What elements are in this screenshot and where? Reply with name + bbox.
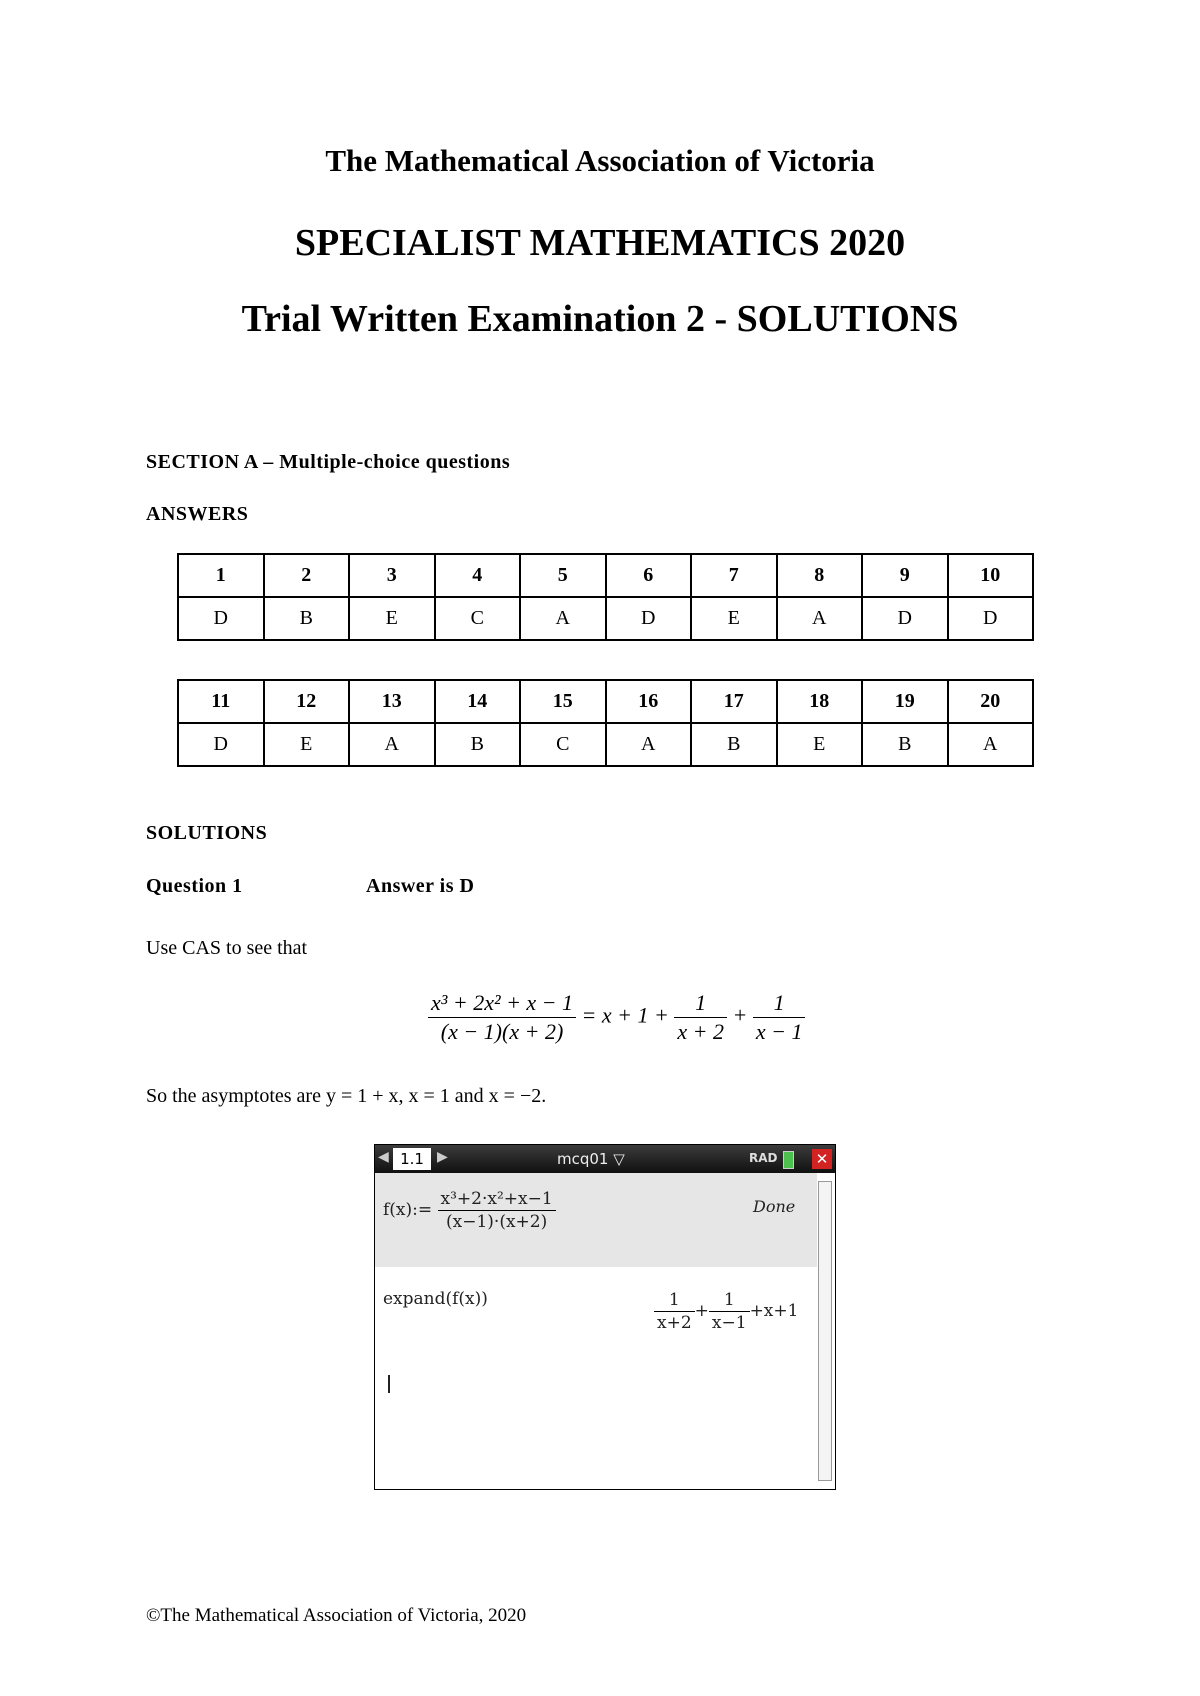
question-number: 1 xyxy=(178,554,264,597)
answer-cell: E xyxy=(264,723,350,766)
question-number: 18 xyxy=(777,680,863,723)
text-cursor[interactable] xyxy=(388,1375,390,1393)
lhs-denominator: (x − 1)(x + 2) xyxy=(440,1019,564,1044)
lhs-numerator: x³ + 2x² + x − 1 xyxy=(428,990,576,1018)
scrollbar[interactable] xyxy=(818,1181,832,1481)
function-name: f(x):= xyxy=(383,1200,433,1220)
copyright-footer: ©The Mathematical Association of Victoria, 2020 xyxy=(146,1605,527,1626)
answer-cell: B xyxy=(264,597,350,640)
question-number: 17 xyxy=(691,680,777,723)
question-number: 13 xyxy=(349,680,435,723)
answers-table-1 xyxy=(177,553,1034,641)
battery-icon xyxy=(783,1151,794,1169)
result-tail: +x+1 xyxy=(749,1301,799,1321)
subject-title: SPECIALIST MATHEMATICS 2020 xyxy=(294,222,906,264)
answer-row xyxy=(178,723,1033,766)
cas-calculator-screenshot xyxy=(374,1144,836,1490)
result-numerator-1: 1 xyxy=(654,1290,695,1312)
answer-cell: A xyxy=(349,723,435,766)
answer-cell: E xyxy=(691,597,777,640)
expand-command[interactable]: expand(f(x)) xyxy=(383,1289,488,1309)
question-1-label: Question 1 xyxy=(146,875,243,897)
answer-cell: B xyxy=(691,723,777,766)
question-number-row xyxy=(178,680,1033,723)
answer-cell: B xyxy=(435,723,521,766)
result-denominator-1: x+2 xyxy=(657,1313,692,1333)
page-tab[interactable]: 1.1 xyxy=(393,1148,431,1170)
fraction-1-denominator: x + 2 xyxy=(677,1019,724,1044)
question-1-intro: Use CAS to see that xyxy=(146,937,308,959)
question-number: 6 xyxy=(606,554,692,597)
solutions-heading: SOLUTIONS xyxy=(146,822,268,844)
organisation-title: The Mathematical Association of Victoria xyxy=(325,143,875,178)
answer-cell: A xyxy=(606,723,692,766)
document-name-label: mcq01 xyxy=(557,1150,609,1168)
answers-heading: ANSWERS xyxy=(146,503,249,525)
function-definition xyxy=(383,1189,556,1232)
fraction-1-numerator: 1 xyxy=(674,990,727,1018)
answer-cell: B xyxy=(862,723,948,766)
result-fraction-2 xyxy=(709,1290,750,1333)
question-number: 20 xyxy=(948,680,1034,723)
fraction-1 xyxy=(674,990,727,1045)
chevron-left-icon[interactable]: ◀ xyxy=(378,1149,389,1165)
question-number: 5 xyxy=(520,554,606,597)
answer-cell: C xyxy=(520,723,606,766)
result-plus: + xyxy=(694,1301,709,1321)
answer-cell: D xyxy=(178,723,264,766)
answer-cell: D xyxy=(178,597,264,640)
answer-row xyxy=(178,597,1033,640)
question-number: 19 xyxy=(862,680,948,723)
question-number: 10 xyxy=(948,554,1034,597)
answer-cell: A xyxy=(777,597,863,640)
question-number: 7 xyxy=(691,554,777,597)
answer-cell: A xyxy=(948,723,1034,766)
answer-cell: D xyxy=(862,597,948,640)
answer-cell: A xyxy=(520,597,606,640)
question-number: 16 xyxy=(606,680,692,723)
result-numerator-2: 1 xyxy=(709,1290,750,1312)
answer-cell: E xyxy=(777,723,863,766)
result-denominator-2: x−1 xyxy=(711,1313,747,1333)
function-fraction xyxy=(438,1189,556,1232)
equals-term: = x + 1 + xyxy=(581,1002,669,1028)
asymptotes-statement: So the asymptotes are y = 1 + x, x = 1 and x = −2. xyxy=(146,1085,547,1107)
question-number-row xyxy=(178,554,1033,597)
section-a-heading: SECTION A – Multiple-choice questions xyxy=(146,451,511,473)
expand-result xyxy=(654,1290,798,1333)
question-number: 8 xyxy=(777,554,863,597)
calculator-title-bar xyxy=(375,1145,835,1173)
chevron-down-icon: ▽ xyxy=(613,1150,625,1168)
partial-fraction-equation xyxy=(428,990,805,1045)
document-name[interactable] xyxy=(557,1150,625,1168)
plus-sign: + xyxy=(732,1002,748,1028)
result-fraction-1 xyxy=(654,1290,695,1333)
entry-1-result: Done xyxy=(753,1197,796,1216)
angle-mode: RAD xyxy=(749,1151,778,1165)
answer-cell: D xyxy=(948,597,1034,640)
answer-cell: D xyxy=(606,597,692,640)
exam-title: Trial Written Examination 2 - SOLUTIONS xyxy=(241,298,959,340)
question-1-answer: Answer is D xyxy=(366,875,475,897)
question-number: 9 xyxy=(862,554,948,597)
function-denominator: (x−1)·(x+2) xyxy=(446,1212,548,1232)
answer-cell: E xyxy=(349,597,435,640)
close-icon[interactable]: ✕ xyxy=(812,1149,832,1169)
fraction-2-numerator: 1 xyxy=(753,990,806,1018)
question-number: 15 xyxy=(520,680,606,723)
lhs-fraction xyxy=(428,990,576,1045)
answers-table-2 xyxy=(177,679,1034,767)
answer-cell: C xyxy=(435,597,521,640)
chevron-right-icon[interactable]: ▶ xyxy=(437,1149,448,1165)
question-number: 4 xyxy=(435,554,521,597)
question-number: 11 xyxy=(178,680,264,723)
function-numerator: x³+2·x²+x−1 xyxy=(438,1189,556,1211)
fraction-2 xyxy=(753,990,806,1045)
question-number: 3 xyxy=(349,554,435,597)
question-number: 12 xyxy=(264,680,350,723)
question-number: 2 xyxy=(264,554,350,597)
question-number: 14 xyxy=(435,680,521,723)
fraction-2-denominator: x − 1 xyxy=(755,1019,803,1044)
